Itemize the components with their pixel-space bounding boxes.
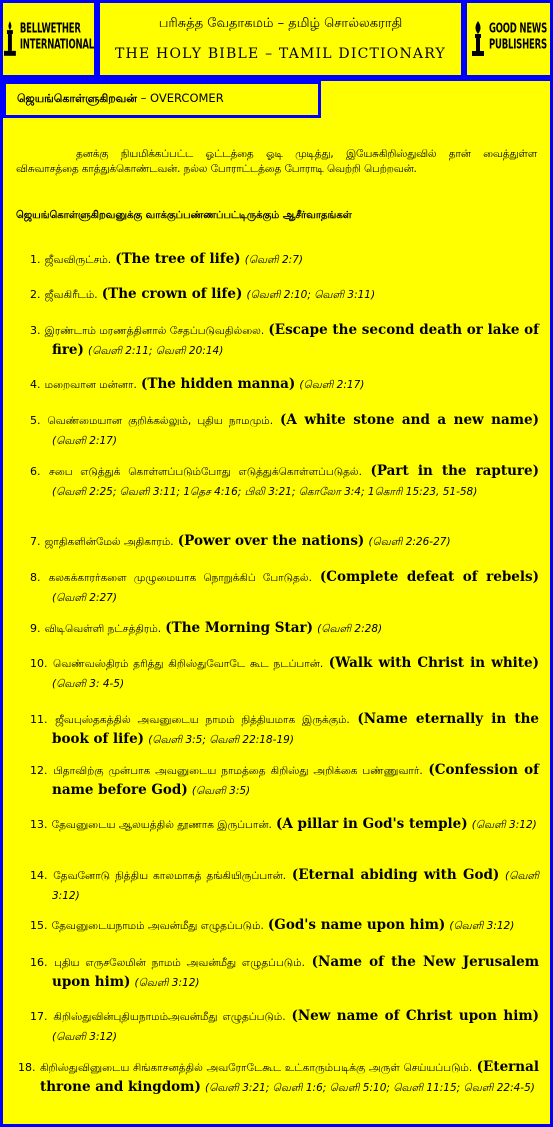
logo-left-line-1: BELLWETHER bbox=[19, 21, 81, 38]
item-reference: (வெளி 3:12) bbox=[52, 1031, 117, 1043]
item-reference: (வெளி 3:12) bbox=[449, 920, 515, 932]
item-number: 2. bbox=[30, 288, 41, 301]
item-tamil: வெண்வஸ்திரம் தரித்து கிறிஸ்துவோடே கூட நடப்பான். bbox=[53, 658, 324, 670]
header-title-box bbox=[97, 0, 464, 78]
item-reference: (வெளி 2:27) bbox=[52, 592, 117, 604]
item-tamil: ஜீவவிருட்சம். bbox=[44, 254, 112, 266]
item-number: 17. bbox=[30, 1010, 48, 1023]
lamp-icon bbox=[3, 19, 17, 59]
item-english: (The tree of life) bbox=[115, 251, 241, 267]
item-number: 11. bbox=[30, 713, 48, 726]
item-english: (The Morning Star) bbox=[165, 620, 314, 636]
item-number: 9. bbox=[30, 622, 41, 635]
item-english: (Walk with Christ in white) bbox=[328, 655, 539, 671]
list-item bbox=[30, 250, 539, 270]
logo-left-line-2: INTERNATIONAL bbox=[19, 37, 94, 54]
item-number: 16. bbox=[30, 956, 48, 969]
item-number: 8. bbox=[30, 571, 41, 584]
item-english: (God's name upon him) bbox=[267, 917, 446, 933]
blessings-subheading: ஜெயங்கொள்ளுகிறவனுக்கு வாக்குப்பண்ணப்பட்டிருக்கும் ஆசீர்வாதங்கள் bbox=[16, 210, 352, 221]
item-number: 1. bbox=[30, 253, 41, 266]
item-tamil: வெண்மையான குறிக்கல்லும், புதிய நாமமும். bbox=[47, 415, 274, 427]
title-english: THE HOLY BIBLE – TAMIL DICTIONARY bbox=[115, 46, 446, 62]
item-tamil: விடிவெள்ளி நட்சத்திரம். bbox=[44, 623, 162, 635]
item-tamil: கிறிஸ்துவின்புதியநாமம்அவன்மீது எழுதப்படும். bbox=[53, 1011, 286, 1023]
logo-right-line-1: GOOD NEWS bbox=[488, 21, 548, 38]
list-item bbox=[30, 654, 539, 694]
entry-title-english: OVERCOMER bbox=[150, 91, 224, 105]
list-item bbox=[30, 619, 539, 639]
entry-intro: தனக்கு நியமிக்கப்பட்ட ஓட்டத்தை ஓடி முடித்து, இயேசுகிறிஸ்துவில் தான் வைத்துள்ள விசுவாசத்தை காத்துக்கொண்டவன். நல்ல போராட்டத்தை போராடி வெற்றி பெற்றவன். bbox=[16, 148, 537, 175]
item-reference: (வெளி 3:5) bbox=[191, 785, 251, 797]
item-tamil: ஜாதிகளின்மேல் அதிகாரம். bbox=[44, 536, 174, 548]
list-item bbox=[30, 1007, 539, 1047]
list-item bbox=[30, 462, 539, 502]
item-english: (Escape the second death or lake of fire) bbox=[52, 322, 539, 358]
item-reference: (வெளி 3:21; வெளி 1:6; வெளி 5:10; வெளி 11:15; வெளி 22:4-5) bbox=[204, 1082, 535, 1094]
entry-title bbox=[6, 84, 318, 107]
item-tamil: கிறிஸ்துவினுடைய சிங்காசனத்தில் அவரோடேகூட உட்காரும்படிக்கு அருள் செய்யப்படும். bbox=[39, 1062, 473, 1074]
item-number: 6. bbox=[30, 465, 41, 478]
item-number: 12. bbox=[30, 764, 48, 777]
list-item bbox=[30, 710, 539, 750]
item-reference: (வெளி 2:28) bbox=[317, 623, 383, 635]
item-tamil: ஜீவகிரீடம். bbox=[44, 289, 98, 301]
item-reference: (வெளி 2:7) bbox=[244, 254, 303, 266]
item-tamil: பிதாவிற்கு முன்பாக அவனுடைய நாமத்தை கிறிஸ்து அறிக்கை பண்ணுவார். bbox=[53, 765, 423, 777]
item-english: (The hidden manna) bbox=[141, 376, 296, 392]
item-reference: (வெளி 2:11; வெளி 20:14) bbox=[88, 345, 224, 357]
title-tamil: பரிசுத்த வேதாகமம் – தமிழ் சொல்லகராதி bbox=[158, 16, 403, 31]
item-tamil: தேவனுடையநாமம் அவன்மீது எழுதப்படும். bbox=[51, 920, 264, 932]
item-reference: (வெளி 2:25; வெளி 3:11; 1தெச 4:16; பிலி 3:21; கொலோ 3:4; 1கொரி 15:23, 51-58) bbox=[52, 486, 478, 498]
item-number: 7. bbox=[30, 535, 41, 548]
item-english: (Part in the rapture) bbox=[370, 463, 539, 479]
item-english: (Name eternally in the book of life) bbox=[52, 711, 540, 747]
item-number: 10. bbox=[30, 657, 48, 670]
item-english: (Eternal abiding with God) bbox=[291, 867, 500, 883]
list-item bbox=[30, 285, 539, 305]
item-reference: (வெளி 3:5; வெளி 22:18-19) bbox=[148, 734, 294, 746]
flame-icon bbox=[470, 19, 486, 59]
item-reference: (வெளி 2:10; வெளி 3:11) bbox=[246, 289, 376, 301]
item-english: (The crown of life) bbox=[101, 286, 243, 302]
item-english: (Complete defeat of rebels) bbox=[319, 569, 539, 585]
list-item bbox=[30, 815, 539, 835]
list-item bbox=[18, 1058, 539, 1098]
item-english: (A pillar in God's temple) bbox=[275, 816, 468, 832]
item-reference: (வெளி 2:17) bbox=[52, 435, 117, 447]
logo-right-line-2: PUBLISHERS bbox=[488, 37, 547, 54]
item-reference: (வெளி 3:12) bbox=[52, 870, 539, 902]
item-reference: (வெளி 3: 4-5) bbox=[52, 678, 125, 690]
item-english: (New name of Christ upon him) bbox=[291, 1008, 539, 1024]
list-item bbox=[30, 761, 539, 801]
list-item bbox=[30, 916, 539, 936]
list-item bbox=[30, 375, 539, 395]
item-number: 3. bbox=[30, 324, 41, 337]
item-english: (Power over the nations) bbox=[177, 533, 365, 549]
item-number: 13. bbox=[30, 818, 48, 831]
item-number: 4. bbox=[30, 378, 41, 391]
item-tamil: சபை எடுத்துக் கொள்ளப்படும்போது எடுத்துக்கொள்ளப்படுதல். bbox=[49, 466, 362, 478]
item-tamil: இரண்டாம் மரணத்தினால் சேதப்படுவதில்லை. bbox=[44, 325, 265, 337]
logo-right bbox=[464, 0, 553, 78]
list-item bbox=[30, 321, 539, 361]
entry-title-tamil: ஜெயங்கொள்ளுகிறவன் bbox=[17, 92, 137, 105]
item-tamil: தேவனுடைய ஆலயத்தில் தூணாக இருப்பான். bbox=[51, 819, 272, 831]
item-number: 18. bbox=[18, 1061, 36, 1074]
item-english: (Eternal throne and kingdom) bbox=[40, 1059, 539, 1095]
list-item bbox=[30, 532, 539, 552]
item-tamil: புதிய எருசலேமின் நாமம் அவன்மீது எழுதப்படும். bbox=[54, 957, 305, 969]
item-english: (A white stone and a new name) bbox=[279, 412, 539, 428]
item-tamil: தேவனோடு நித்திய காலமாகத் தங்கியிருப்பான். bbox=[53, 870, 287, 882]
item-english: (Name of the New Jerusalem upon him) bbox=[52, 954, 540, 990]
item-tamil: ஜீவபுஸ்தகத்தில் அவனுடைய நாமம் நித்தியமாக இருக்கும். bbox=[55, 714, 350, 726]
list-item bbox=[30, 568, 539, 608]
list-item bbox=[30, 953, 539, 993]
item-reference: (வெளி 2:26-27) bbox=[368, 536, 451, 548]
item-number: 14. bbox=[30, 869, 48, 882]
item-english: (Confession of name before God) bbox=[52, 762, 539, 798]
logo-left bbox=[0, 0, 97, 78]
item-reference: (வெளி 2:17) bbox=[299, 379, 365, 391]
list-item bbox=[30, 866, 539, 906]
entry-title-box bbox=[3, 81, 321, 118]
item-reference: (வெளி 3:12) bbox=[471, 819, 537, 831]
list-item bbox=[30, 411, 539, 451]
item-tamil: மறைவான மன்னா. bbox=[44, 379, 137, 391]
entry-title-separator: – bbox=[136, 91, 151, 105]
item-reference: (வெளி 3:12) bbox=[134, 977, 200, 989]
item-number: 15. bbox=[30, 919, 48, 932]
item-tamil: கலகக்காரர்களை முழுமையாக நொறுக்கிப் போடுதல். bbox=[48, 572, 312, 584]
item-number: 5. bbox=[30, 414, 41, 427]
